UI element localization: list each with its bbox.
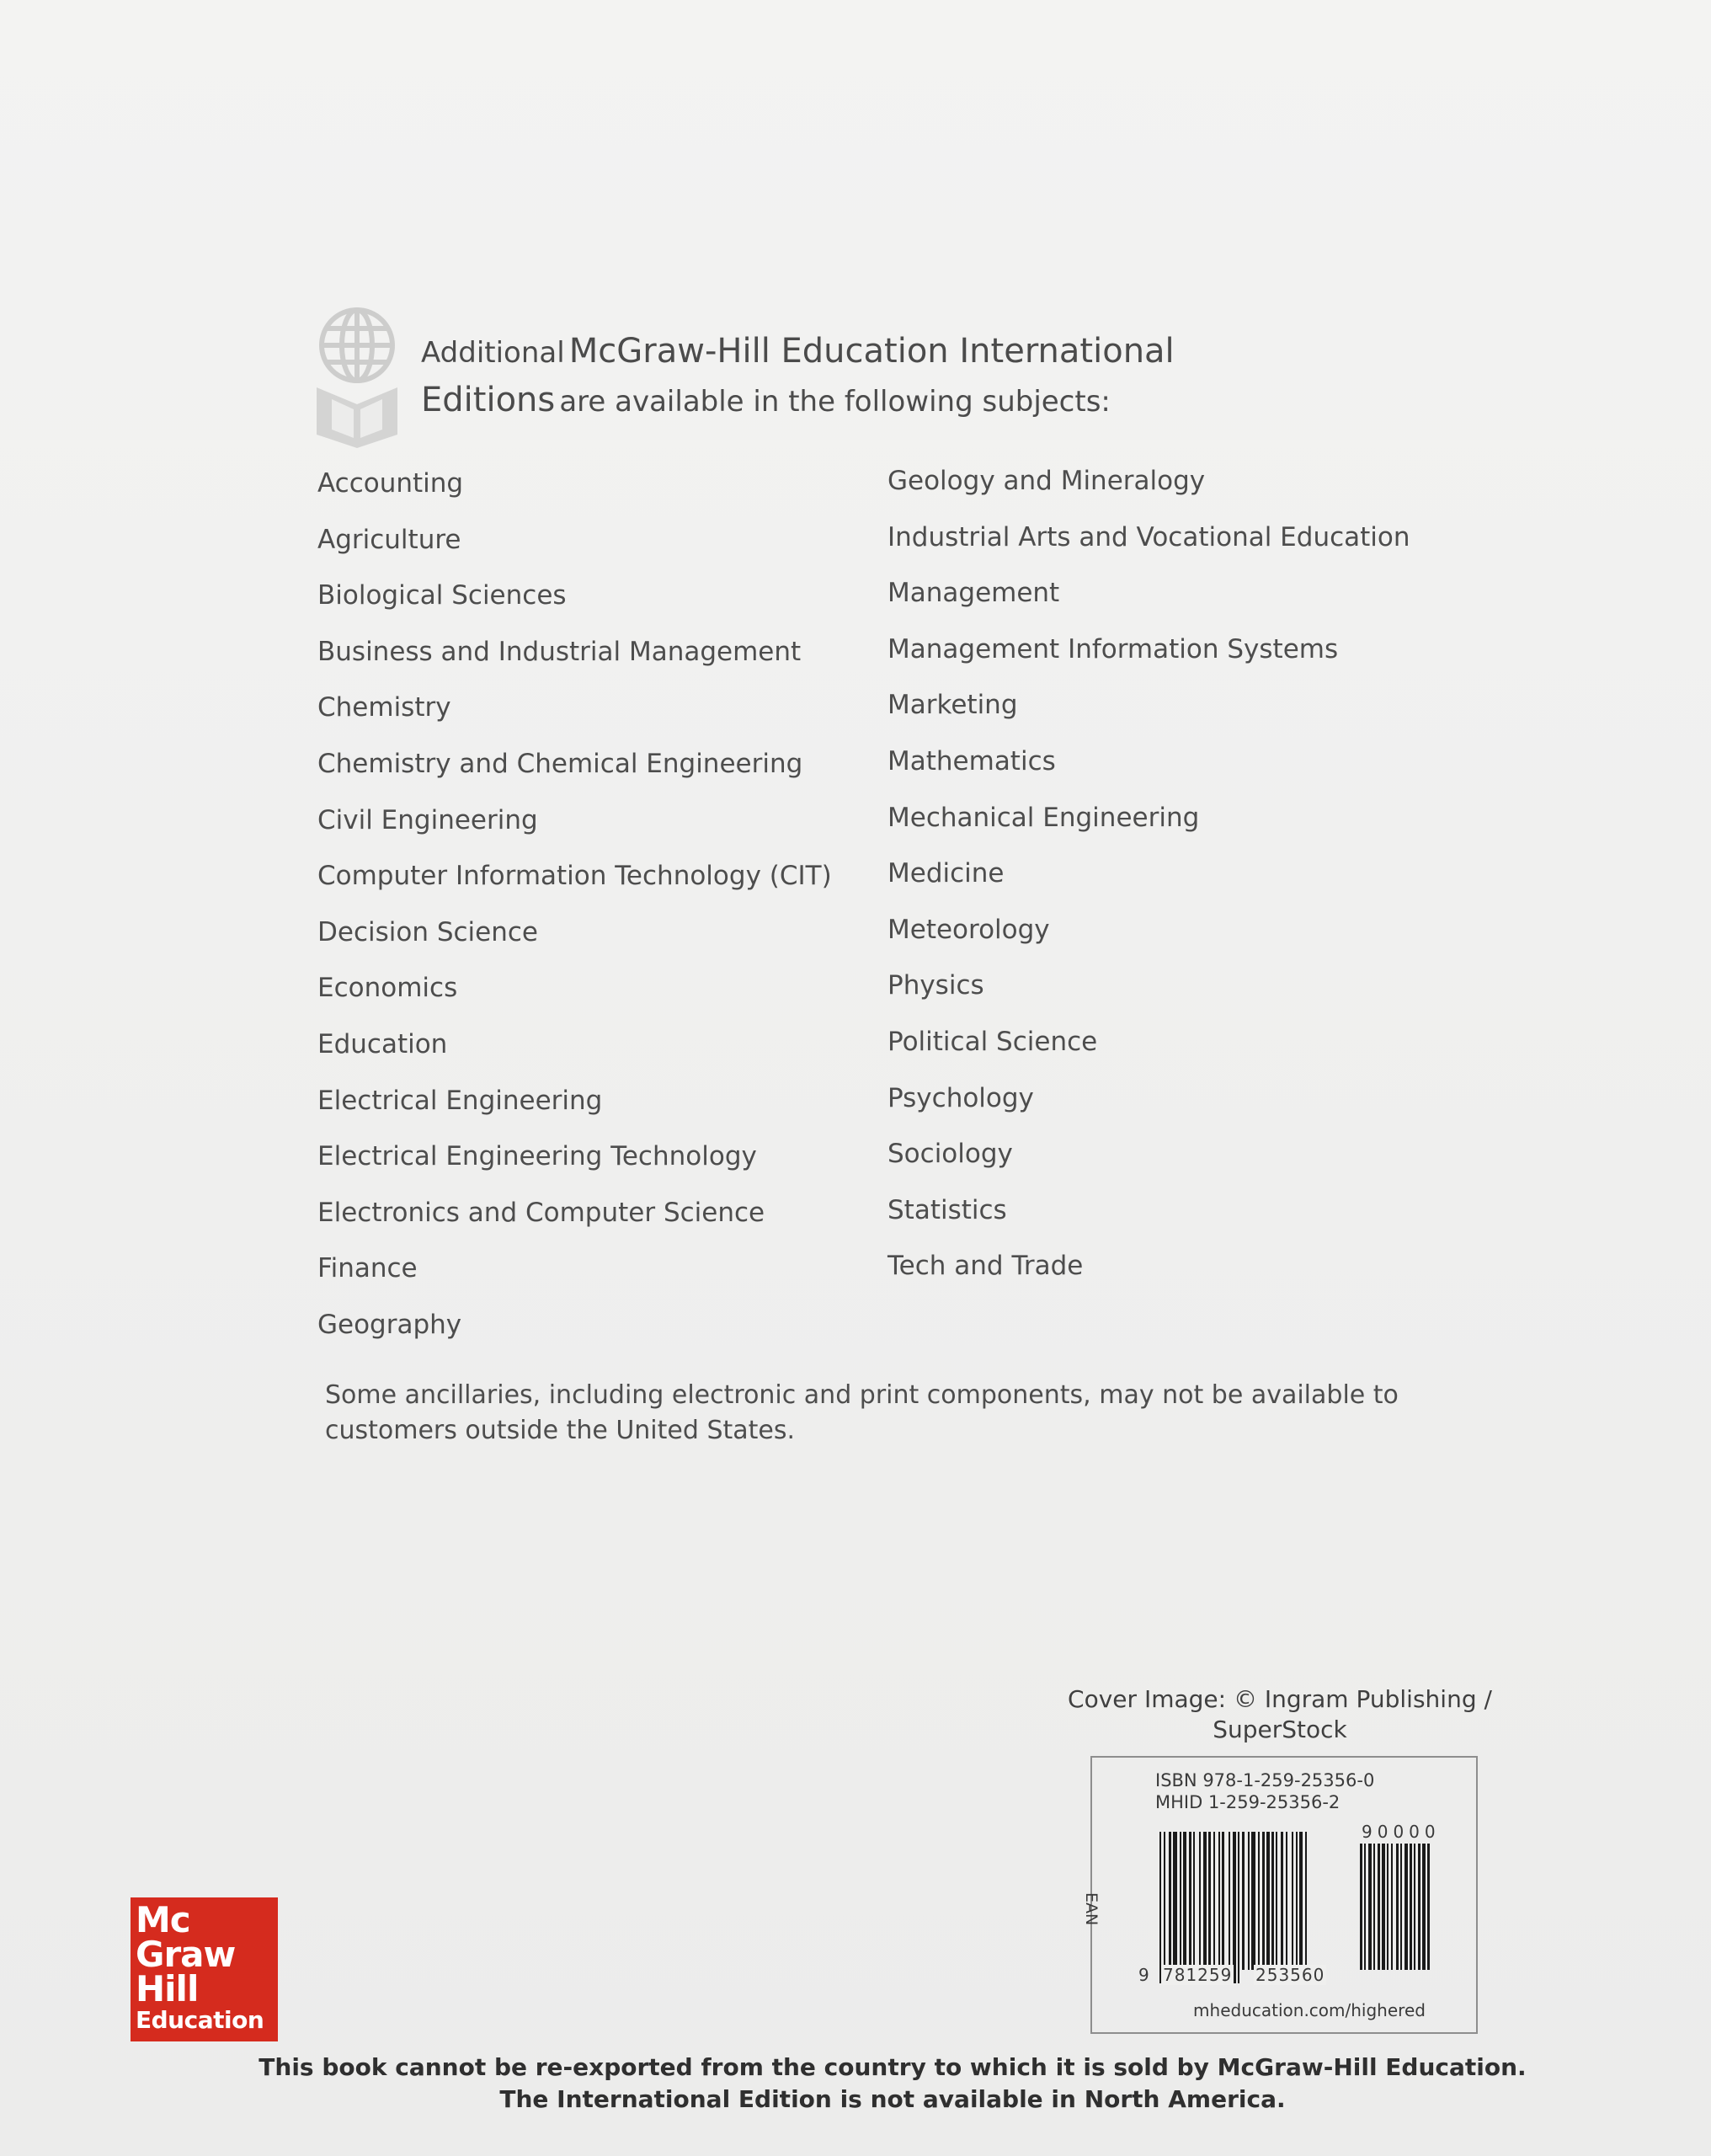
heading-suffix: are available in the following subjects: [559, 385, 1111, 419]
subject-item: Management Information Systems [887, 633, 1339, 664]
barcode-digit-group: 253560 [1255, 1965, 1325, 1985]
ancillaries-note-line: customers outside the United States. [325, 1416, 796, 1445]
subject-item: Computer Information Technology (CIT) [317, 861, 832, 892]
subjects-list-right [887, 464, 1477, 1305]
subject-item: Marketing [887, 690, 1018, 721]
subject-item: Geography [317, 1309, 462, 1340]
subject-item: Sociology [887, 1139, 1013, 1170]
subject-item: Chemistry [317, 692, 451, 723]
subject-item: Industrial Arts and Vocational Education [887, 521, 1410, 552]
subject-item: Medicine [887, 858, 1005, 889]
subject-item: Physics [887, 970, 984, 1001]
heading-brand: McGraw-Hill Education International [568, 332, 1175, 371]
export-notice-line: The International Edition is not available in North America. [499, 2085, 1286, 2113]
subject-item: Civil Engineering [317, 804, 538, 835]
mcgraw-hill-education-logo [131, 1897, 278, 2041]
intro-heading [421, 330, 1263, 428]
logo-word: Graw [136, 1934, 236, 1975]
cover-credit-line: Cover Image: © Ingram Publishing / [1068, 1685, 1492, 1713]
cover-credit-line: SuperStock [1213, 1716, 1347, 1743]
globe-book-icon [313, 305, 401, 448]
subject-item: Accounting [317, 468, 464, 499]
subject-item: Political Science [887, 1026, 1098, 1057]
ancillaries-note [325, 1378, 1420, 1449]
subject-item: Business and Industrial Management [317, 636, 802, 667]
ancillaries-note-line: Some ancillaries, including electronic and print components, may not be available to [325, 1380, 1399, 1410]
ean-label: EAN [1082, 1892, 1101, 1926]
logo-word: Hill [136, 1968, 199, 2009]
subject-item: Electrical Engineering Technology [317, 1141, 757, 1172]
subject-item: Management [887, 578, 1060, 609]
export-notice-line: This book cannot be re-exported from the country to which it is sold by McGraw-Hill Education. [259, 2053, 1527, 2081]
subject-item: Electrical Engineering [317, 1085, 603, 1116]
subject-item: Education [317, 1028, 448, 1059]
barcode-digit-first: 9 [1138, 1965, 1149, 1985]
heading-prefix: Additional [421, 336, 565, 370]
barcode-addon-digits: 90000 [1362, 1822, 1441, 1842]
barcode-main-bars [1159, 1832, 1343, 1983]
barcode-digit-group: 781259 [1163, 1965, 1233, 1985]
mhid-number: MHID 1-259-25356-2 [1155, 1792, 1341, 1812]
logo-word: Mc [136, 1899, 190, 1940]
barcode-panel [1082, 1756, 1478, 2034]
subjects-list-left [317, 467, 856, 1364]
subject-item: Electronics and Computer Science [317, 1197, 765, 1228]
heading-editions: Editions [421, 381, 556, 419]
subject-item: Geology and Mineralogy [887, 466, 1206, 496]
cover-image-credit [1044, 1684, 1516, 1745]
subject-item: Agriculture [317, 524, 461, 555]
logo-word: Education [136, 2006, 264, 2034]
subject-item: Mechanical Engineering [887, 802, 1200, 833]
subject-item: Chemistry and Chemical Engineering [317, 748, 803, 779]
isbn-number: ISBN 978-1-259-25356-0 [1155, 1770, 1375, 1790]
export-notice [253, 2052, 1532, 2116]
barcode-addon-bars [1360, 1844, 1454, 1983]
subject-item: Statistics [887, 1194, 1007, 1225]
subject-item: Meteorology [887, 914, 1050, 945]
subject-item: Decision Science [317, 916, 539, 947]
website-url: mheducation.com/highered [1193, 2000, 1426, 2020]
subject-item: Biological Sciences [317, 580, 567, 611]
subject-item: Finance [317, 1253, 418, 1284]
subject-item: Mathematics [887, 745, 1056, 776]
subject-item: Psychology [887, 1082, 1034, 1113]
subject-item: Tech and Trade [887, 1251, 1084, 1282]
subject-item: Economics [317, 973, 458, 1004]
